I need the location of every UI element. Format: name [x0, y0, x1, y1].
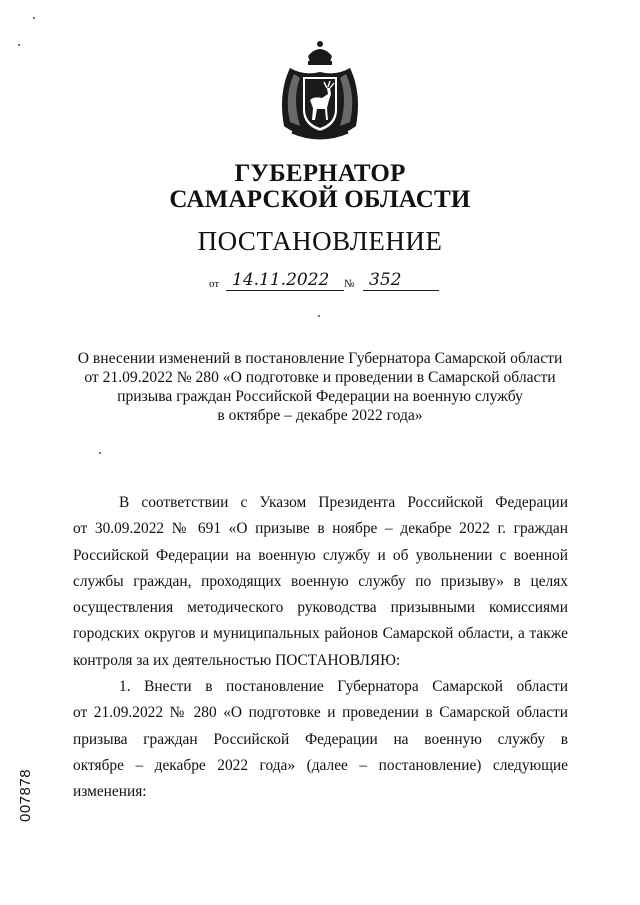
title-line: призыва граждан Российской Федерации на военную службу — [117, 388, 523, 405]
number-value: 352 — [363, 270, 439, 291]
date-value: 14.11.2022 — [226, 270, 344, 291]
document-type: ПОСТАНОВЛЕНИЕ — [197, 226, 443, 256]
body-line: октябре – декабре 2022 года» (далее – постановление) следующие — [73, 756, 568, 774]
body-line: от 30.09.2022 № 691 «О призыве в ноябре – декабре 2022 г. граждан — [73, 520, 568, 538]
date-number-line — [209, 270, 439, 294]
document-body — [73, 490, 568, 806]
body-line: В соответствии с Указом Президента Российской Федерации — [119, 494, 568, 511]
scan-speck — [318, 315, 320, 317]
document-title — [70, 349, 570, 425]
scan-speck — [18, 44, 20, 46]
body-line: призыва граждан Российской Федерации на военную службу в — [73, 730, 568, 748]
side-registration-number: 007878 — [17, 768, 34, 822]
body-line: городских округов и муниципальных районов Самарской области, а также — [73, 625, 568, 643]
body-line: контроля за их деятельностью ПОСТАНОВЛЯЮ: — [73, 651, 401, 669]
body-line: осуществления методического руководства призывными комиссиями — [73, 599, 568, 617]
title-line: от 21.09.2022 № 280 «О подготовке и проведении в Самарской области — [84, 369, 556, 386]
body-line: Российской Федерации на военную службу и об увольнении с военной — [73, 546, 568, 564]
date-label: от — [209, 278, 220, 290]
samara-coat-of-arms-icon — [270, 38, 370, 142]
body-line: от 21.09.2022 № 280 «О подготовке и проведении в Самарской области — [73, 704, 568, 722]
body-line: изменения: — [73, 783, 147, 801]
body-line: 1. Внести в постановление Губернатора Самарской области — [119, 678, 568, 696]
org-name-line1: ГУБЕРНАТОР — [234, 160, 406, 187]
scan-speck — [99, 452, 101, 454]
title-line: О внесении изменений в постановление Губернатора Самарской области — [77, 350, 563, 367]
org-name-line2: САМАРСКОЙ ОБЛАСТИ — [169, 186, 471, 213]
number-label: № — [344, 278, 355, 290]
scan-speck — [33, 17, 35, 19]
title-line: в октябре – декабре 2022 года» — [217, 407, 423, 424]
body-line: службы граждан, проходящих военную службу по призыву» в целях — [73, 572, 568, 590]
